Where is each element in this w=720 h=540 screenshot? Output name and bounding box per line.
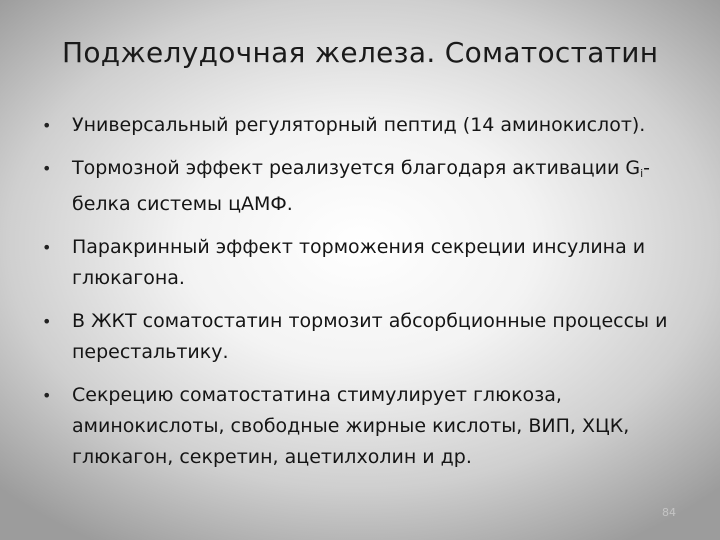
bullet-text: -белка системы цАМФ.	[72, 157, 650, 215]
bullet-text: В ЖКТ соматостатин тормозит абсорбционные процессы и перестальтику.	[72, 310, 668, 363]
bullet-marker: •	[42, 238, 52, 257]
bullet-item	[40, 380, 690, 473]
bullet-item	[40, 232, 690, 294]
bullet-marker: •	[42, 386, 52, 405]
slide-title: Поджелудочная железа. Соматостатин	[62, 36, 659, 69]
bullet-text: Паракринный эффект торможения секреции инсулина и глюкагона.	[72, 236, 646, 289]
bullet-list	[40, 110, 690, 485]
bullet-text: Универсальный регуляторный пептид (14 аминокислот).	[72, 114, 646, 136]
bullet-item	[40, 153, 690, 220]
bullet-marker: •	[42, 116, 52, 135]
bullet-item	[40, 110, 690, 141]
bullet-subscript: i	[640, 167, 644, 180]
page-number: 84	[662, 506, 676, 519]
bullet-text: Секрецию соматостатина стимулирует глюкоза, аминокислоты, свободные жирные кислоты, ВИП, ХЦК, глюкагон, секретин, ацетилхолин и др.	[72, 384, 630, 468]
bullet-marker: •	[42, 312, 52, 331]
bullet-item	[40, 306, 690, 368]
bullet-text: Тормозной эффект реализуется благодаря активации G	[72, 157, 641, 179]
bullet-marker: •	[42, 159, 52, 178]
